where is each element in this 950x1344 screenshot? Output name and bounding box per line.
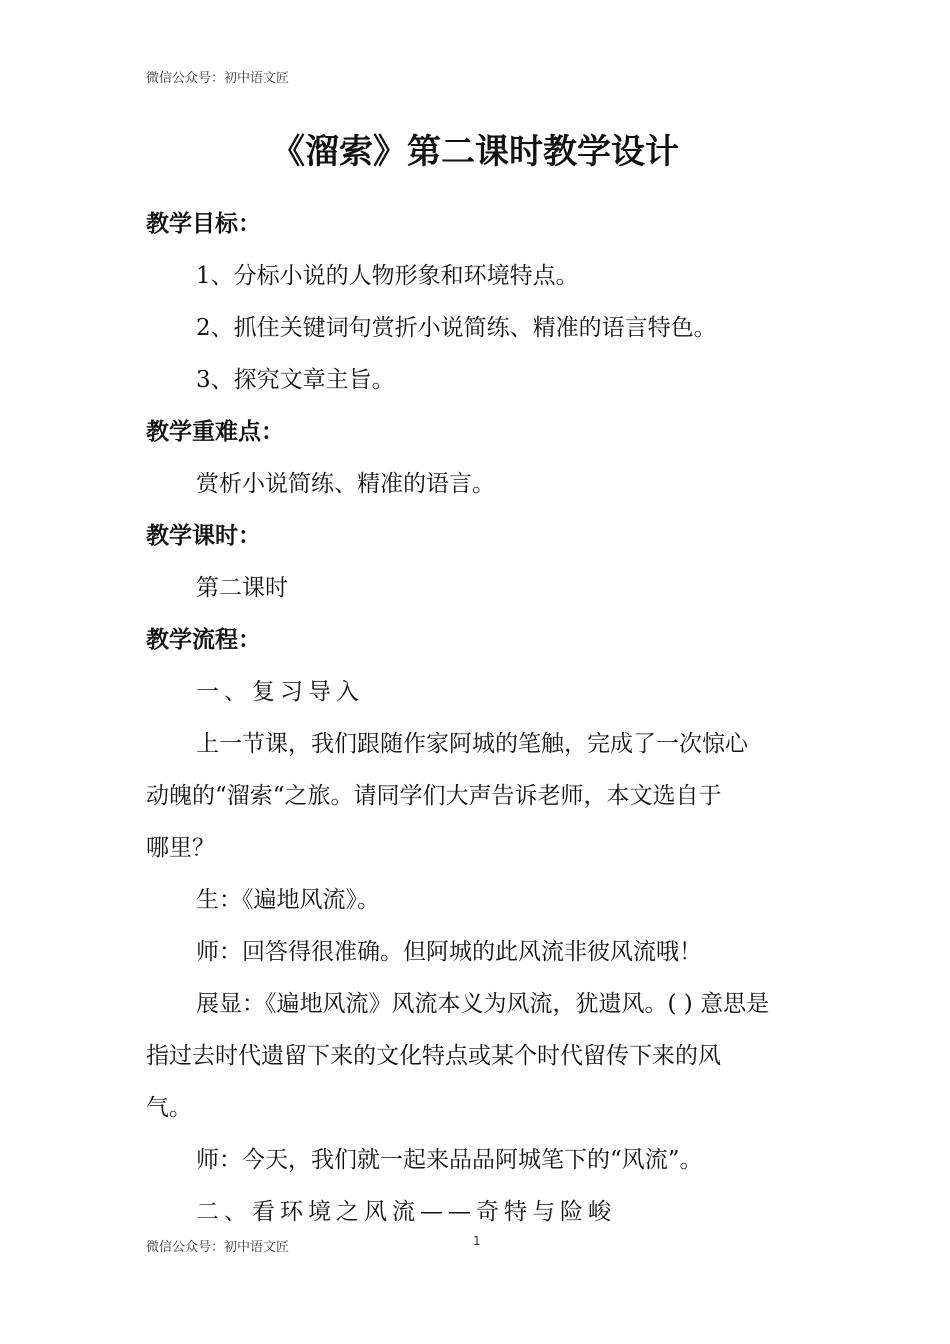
student-answer: 生：《遍地风流》。	[196, 887, 380, 913]
teacher-remark: 师：回答得很准确。但阿城的此风流非彼风流哦！	[196, 939, 702, 965]
paragraph-line: 动魄的“溜索“之旅。请同学们大声告诉老师，本文选自于	[146, 783, 722, 809]
section-heading-review: 一、复习导入	[196, 679, 364, 705]
document-body	[146, 198, 810, 1238]
header-note: 微信公众号：初中语文匠	[146, 71, 290, 86]
key-point-text: 赏析小说简练、精准的语言。	[196, 471, 495, 497]
goal-1: 1、分标小说的人物形象和环境特点。	[196, 263, 579, 289]
paragraph-line: 气。	[146, 1095, 192, 1121]
paragraph-line: 展显：《遍地风流》风流本义为风流，犹遗风。( ) 意思是	[196, 991, 770, 1017]
heading-teaching-process: 教学流程：	[146, 627, 261, 653]
paragraph-line: 指过去时代遗留下来的文化特点或某个时代留传下来的风	[146, 1043, 721, 1069]
paragraph-line: 上一节课，我们跟随作家阿城的笔触，完成了一次惊心	[196, 731, 748, 757]
heading-lesson-time: 教学课时：	[146, 523, 261, 549]
footer-note: 微信公众号：初中语文匠	[146, 1240, 290, 1255]
goal-3: 3、探究文章主旨。	[196, 367, 395, 393]
document-title: 《溜索》第二课时教学设计	[271, 132, 679, 172]
page-number: 1	[473, 1234, 481, 1248]
heading-teaching-goals: 教学目标：	[146, 211, 261, 237]
section-heading-environment: 二、看环境之风流——奇特与险峻	[196, 1199, 616, 1225]
teacher-remark: 师：今天，我们就一起来品品阿城笔下的“风流”。	[196, 1147, 703, 1173]
goal-2: 2、抓住关键词句赏折小说简练、精准的语言特色。	[196, 315, 717, 341]
paragraph-line: 哪里？	[146, 835, 215, 861]
lesson-time-text: 第二课时	[196, 575, 288, 601]
heading-key-points: 教学重难点：	[146, 419, 284, 445]
